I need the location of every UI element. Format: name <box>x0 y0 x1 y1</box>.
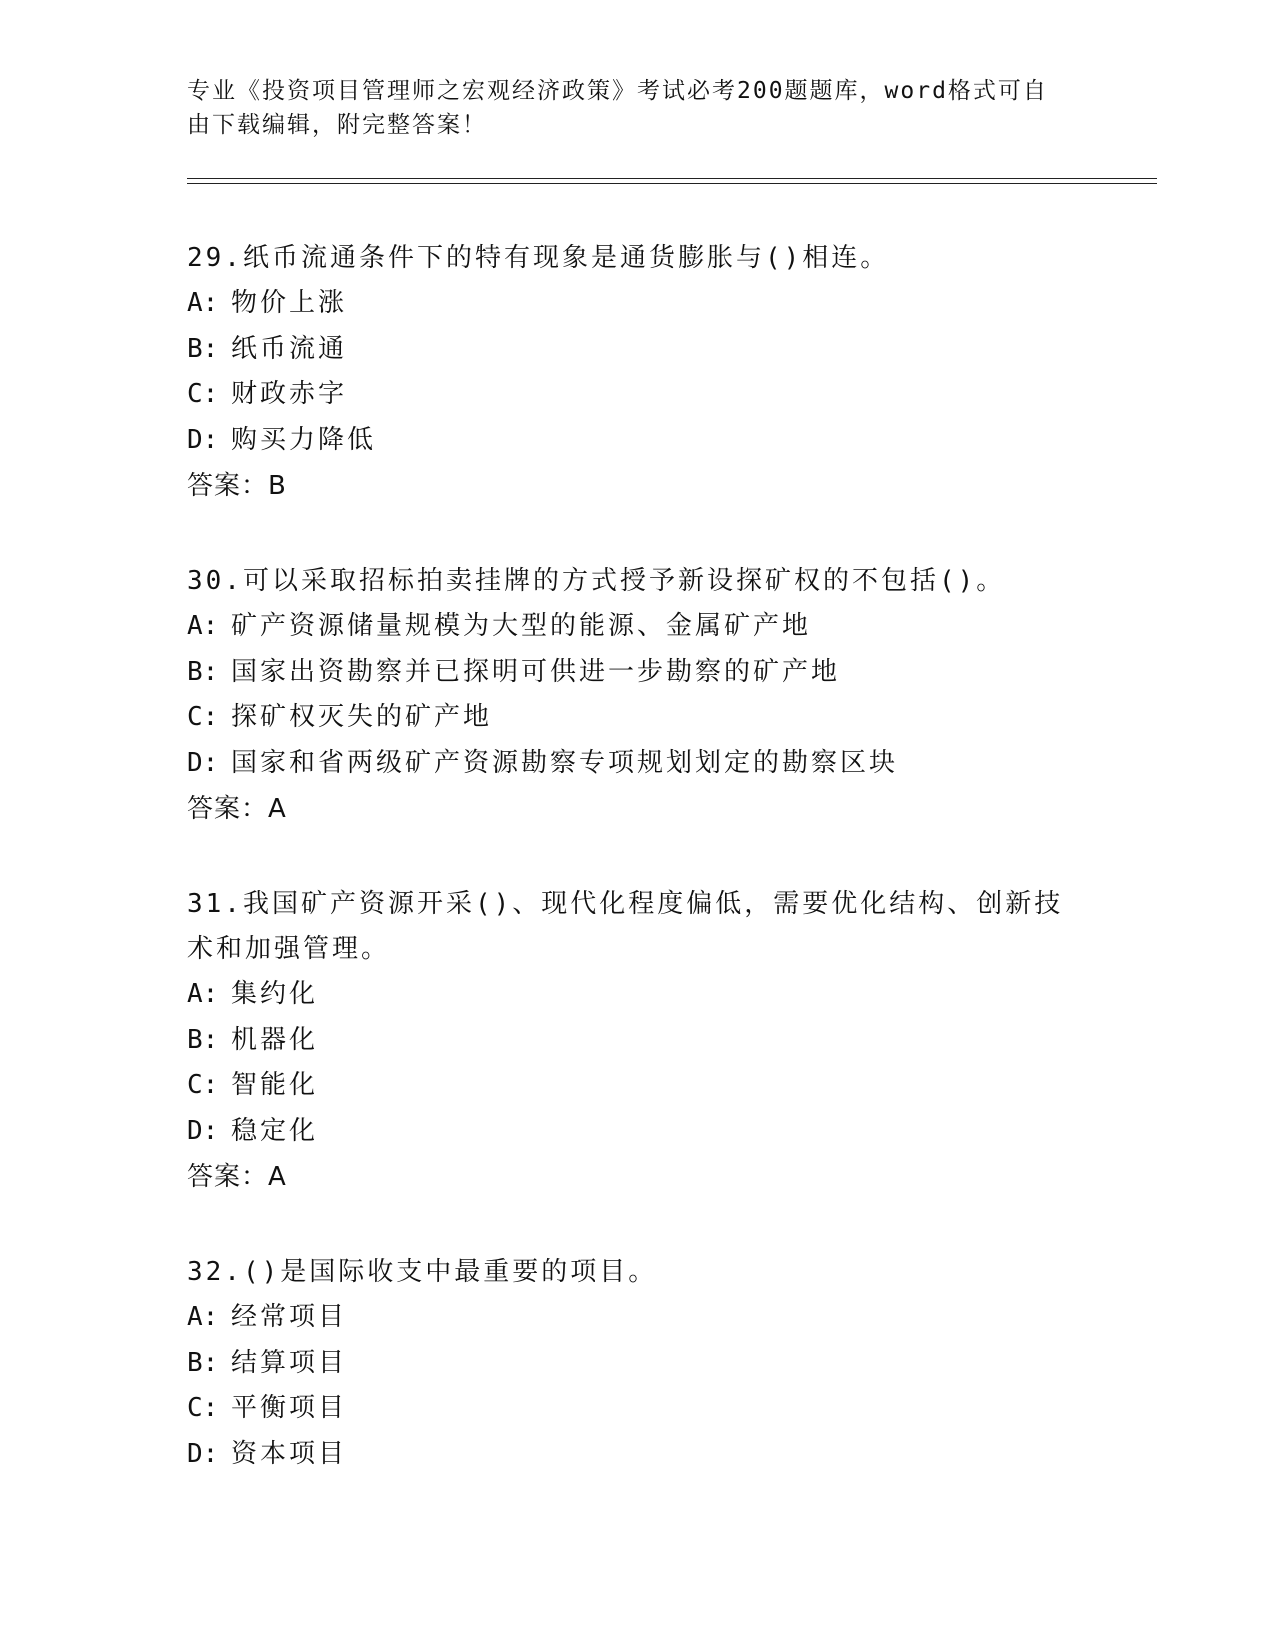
option-text: 购买力降低 <box>231 424 377 455</box>
option-a <box>187 972 1087 1018</box>
option-b <box>187 1018 1087 1064</box>
option-letter: A: <box>187 611 219 641</box>
option-text: 经常项目 <box>231 1302 348 1332</box>
option-text: 智能化 <box>231 1070 319 1100</box>
option-letter: A: <box>187 288 219 318</box>
question-32 <box>187 1250 1087 1477</box>
option-text: 国家和省两级矿产资源勘察专项规划划定的勘察区块 <box>231 747 899 778</box>
question-30 <box>187 559 1087 832</box>
option-letter: D: <box>187 1438 219 1469</box>
option-text: 稳定化 <box>231 1115 319 1146</box>
question-stem: 32.()是国际收支中最重要的项目。 <box>187 1257 658 1287</box>
option-text: 集约化 <box>231 979 319 1009</box>
option-c <box>187 695 1087 741</box>
option-text: 资本项目 <box>231 1438 348 1469</box>
option-letter: D: <box>187 424 219 455</box>
option-letter: D: <box>187 747 219 778</box>
option-b <box>187 650 1087 696</box>
question-stem: 30.可以采取招标拍卖挂牌的方式授予新设探矿权的不包括()。 <box>187 566 1006 596</box>
answer-line: 答案：A <box>187 1162 287 1192</box>
option-letter: B: <box>187 1347 219 1378</box>
option-d <box>187 1109 1087 1155</box>
answer-line: 答案：B <box>187 471 287 501</box>
option-b <box>187 327 1087 373</box>
option-d <box>187 741 1087 787</box>
question-stem: 29.纸币流通条件下的特有现象是通货膨胀与()相连。 <box>187 243 890 273</box>
option-text: 纸币流通 <box>231 333 348 364</box>
option-text: 平衡项目 <box>231 1393 348 1423</box>
answer-line: 答案：A <box>187 794 287 824</box>
option-letter: C: <box>187 1070 219 1100</box>
option-text: 探矿权灭失的矿产地 <box>231 702 493 732</box>
option-text: 物价上涨 <box>231 288 348 318</box>
option-text: 结算项目 <box>231 1347 348 1378</box>
option-a <box>187 604 1087 650</box>
option-letter: C: <box>187 379 219 409</box>
option-letter: A: <box>187 1302 219 1332</box>
option-letter: D: <box>187 1115 219 1146</box>
option-a <box>187 281 1087 327</box>
option-letter: C: <box>187 702 219 732</box>
option-letter: B: <box>187 656 219 687</box>
option-b <box>187 1341 1087 1387</box>
option-a <box>187 1295 1087 1341</box>
header-divider <box>187 178 1157 184</box>
question-list <box>187 236 1087 1527</box>
question-stem: 31.我国矿产资源开采()、现代化程度偏低，需要优化结构、创新技术和加强管理。 <box>187 889 1064 964</box>
option-letter: A: <box>187 979 219 1009</box>
option-letter: B: <box>187 333 219 364</box>
option-text: 矿产资源储量规模为大型的能源、金属矿产地 <box>231 611 812 641</box>
question-29 <box>187 236 1087 509</box>
option-d <box>187 418 1087 464</box>
option-letter: B: <box>187 1024 219 1055</box>
question-31 <box>187 882 1087 1200</box>
option-text: 国家出资勘察并已探明可供进一步勘察的矿产地 <box>231 656 841 687</box>
option-text: 机器化 <box>231 1024 319 1055</box>
document-header: 专业《投资项目管理师之宏观经济政策》考试必考200题题库，word格式可自由下载编辑，附完整答案！ <box>187 78 1048 138</box>
option-c <box>187 1063 1087 1109</box>
option-letter: C: <box>187 1393 219 1423</box>
option-text: 财政赤字 <box>231 379 348 409</box>
option-c <box>187 372 1087 418</box>
option-d <box>187 1432 1087 1478</box>
option-c <box>187 1386 1087 1432</box>
